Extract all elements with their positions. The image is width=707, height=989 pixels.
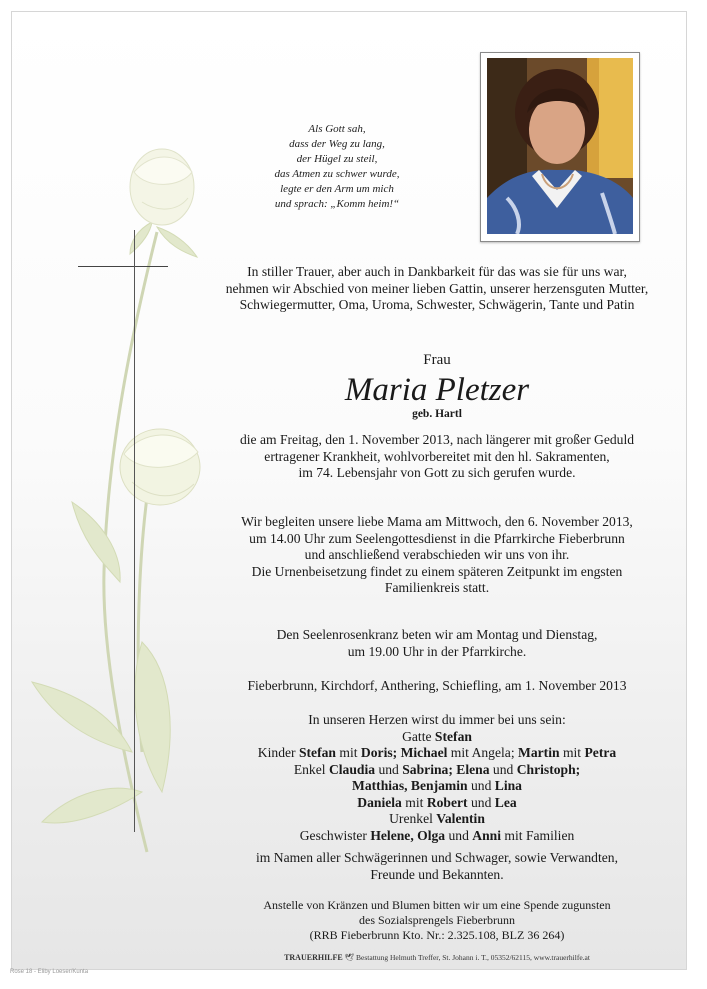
cross-horizontal xyxy=(78,266,168,267)
connector: und xyxy=(492,761,514,777)
text-line: im Namen aller Schwägerinnen und Schwager, sowie Verwandten, xyxy=(256,850,618,865)
footer-brand: TRAUERHILFE xyxy=(284,953,343,962)
siblings-line xyxy=(202,828,672,845)
rose-decoration xyxy=(12,132,232,892)
grandchildren-line xyxy=(202,762,672,779)
connector: mit Angela; xyxy=(450,745,515,760)
child-name: Stefan xyxy=(298,745,336,760)
rose-leaves xyxy=(32,222,197,823)
text-line: In stiller Trauer, aber auch in Dankbarkeit für das was sie für uns war, xyxy=(247,264,627,279)
cross-vertical xyxy=(134,230,135,832)
grandchild-name: Claudia xyxy=(328,761,376,777)
text-line: Familienkreis statt. xyxy=(384,580,490,595)
rose-bloom-upper xyxy=(130,149,194,225)
rosary-info xyxy=(202,627,672,660)
poem-line: das Atmen zu schwer wurde, xyxy=(274,168,400,180)
sibling-name: Anni xyxy=(472,827,502,843)
connector: mit xyxy=(405,794,424,810)
funeral-info xyxy=(202,514,672,597)
connector: und xyxy=(448,827,469,843)
birth-name: geb. Hartl xyxy=(412,408,462,420)
poem-line: und sprach: „Komm heim!“ xyxy=(274,198,400,210)
grandchildren-line-3 xyxy=(202,795,672,812)
text-line: (RRB Fieberbrunn Kto. Nr.: 2.325.108, BLZ 36 264) xyxy=(309,928,565,942)
text-line: ertragener Krankheit, wohlvorbereitet mit den hl. Sakramenten, xyxy=(264,448,610,464)
grandchildren-line-2 xyxy=(202,778,672,795)
title-prefix: Frau xyxy=(423,352,451,368)
spouse-label: Gatte xyxy=(402,728,432,744)
poem-line: dass der Weg zu lang, xyxy=(289,138,385,150)
portrait-frame xyxy=(480,52,640,242)
text-line: die am Freitag, den 1. November 2013, nach längerer mit großer Geduld xyxy=(239,432,635,447)
poem-line: legte er den Arm um mich xyxy=(280,183,394,195)
siblings-label: Geschwister xyxy=(299,827,367,843)
image-credit: Rose 18 - Eliby Loeser/Kunta xyxy=(10,969,89,975)
place-date xyxy=(202,678,672,695)
deceased-name: Maria Pletzer xyxy=(344,372,530,408)
dove-icon: 🕊 xyxy=(344,953,355,962)
great-grandchildren-label: Urenkel xyxy=(389,811,433,826)
text-line: um 14.00 Uhr zum Seelengottesdienst in die Pfarrkirche Fieberbrunn xyxy=(249,530,625,546)
rose-bloom-lower xyxy=(120,429,200,505)
child-name: Michael xyxy=(400,745,448,760)
text-line: Schwiegermutter, Oma, Uroma, Schwester, Schwägerin, Tante und Patin xyxy=(239,297,635,312)
spouse-line xyxy=(202,729,672,746)
connector: mit xyxy=(562,745,582,760)
connector: und xyxy=(471,794,492,810)
sibling-names: Helene, Olga xyxy=(370,827,446,843)
connector: und xyxy=(378,761,399,777)
text-line: des Sozialsprengels Fieberbrunn xyxy=(359,913,515,927)
death-notice xyxy=(202,432,672,482)
great-grandchild-name: Valentin xyxy=(436,811,485,826)
great-grandchildren-line xyxy=(202,811,672,828)
obituary-card xyxy=(12,12,686,969)
poem-line: der Hügel zu steil, xyxy=(296,153,378,165)
connector: mit xyxy=(339,745,358,760)
grandchild-names: Matthias, Benjamin xyxy=(352,778,468,793)
partner-name: Doris; xyxy=(360,745,398,760)
text-line: Wir begleiten unsere liebe Mama am Mittwoch, den 6. November 2013, xyxy=(241,514,633,529)
family-intro: In unseren Herzen wirst du immer bei uns sein: xyxy=(308,712,566,727)
poem xyxy=(242,122,432,212)
grandchild-name: Daniela xyxy=(357,794,402,810)
grandchildren-label: Enkel xyxy=(293,761,326,777)
relatives-note xyxy=(202,850,672,883)
children-label: Kinder xyxy=(257,745,296,760)
portrait-photo xyxy=(487,58,633,234)
footer-text: Bestattung Helmuth Treffer, St. Johann i. T., 05352/62115, www.trauerhilfe.at xyxy=(356,953,590,962)
grandchild-name: Lea xyxy=(494,794,517,810)
grandchild-name: Lina xyxy=(494,778,522,793)
text-line: Fieberbrunn, Kirchdorf, Anthering, Schiefling, am 1. November 2013 xyxy=(247,678,627,693)
footer xyxy=(202,953,672,962)
text-line: Freunde und Bekannten. xyxy=(370,866,504,882)
text-line: nehmen wir Abschied von meiner lieben Gattin, unserer herzensguten Mutter, xyxy=(225,280,649,296)
partner-name: Petra xyxy=(584,745,617,760)
children-line xyxy=(202,745,672,762)
child-name: Martin xyxy=(518,745,560,760)
text-line: Anstelle von Kränzen und Blumen bitten wir um eine Spende zugunsten xyxy=(263,898,611,912)
partner-name: Robert xyxy=(426,794,468,810)
donation-note xyxy=(202,898,672,943)
connector: und xyxy=(470,778,492,793)
intro-text xyxy=(202,264,672,314)
text-line: im 74. Lebensjahr von Gott zu sich gerufen wurde. xyxy=(298,465,576,480)
text-line: Die Urnenbeisetzung findet zu einem späteren Zeitpunkt im engsten xyxy=(251,563,623,579)
grandchild-name: Christoph; xyxy=(516,761,581,777)
spouse-name: Stefan xyxy=(434,728,472,744)
siblings-tail: mit Familien xyxy=(504,827,575,843)
grandchild-name: Elena xyxy=(456,761,490,777)
grandchild-name: Sabrina; xyxy=(402,761,453,777)
family-list xyxy=(202,712,672,844)
text-line: um 19.00 Uhr in der Pfarrkirche. xyxy=(347,643,527,659)
text-line: Den Seelenrosenkranz beten wir am Montag und Dienstag, xyxy=(276,627,598,642)
text-line: und anschließend verabschieden wir uns von ihr. xyxy=(304,547,570,562)
poem-line: Als Gott sah, xyxy=(308,123,366,135)
